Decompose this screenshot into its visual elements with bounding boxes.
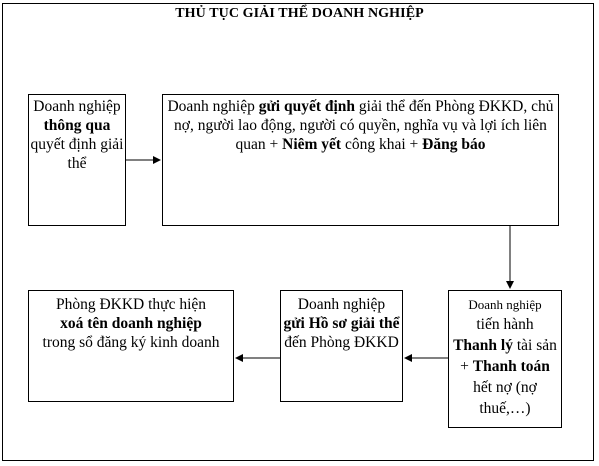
step2-text-mid: giải thể đến Phòng ĐKKD, chủ nợ, người lao động, người có quyền, nghĩa vụ và lợi ích liên quan + — [174, 98, 554, 153]
step4-text-pre: Doanh nghiệp — [297, 296, 386, 313]
step3-text-post: hết nợ (nợ thuế,…) — [473, 379, 537, 417]
step5-text-bold: xoá tên doanh nghiệp — [60, 315, 202, 332]
step-submit-dossier — [280, 290, 403, 402]
step3-text-mid: tài sản + — [460, 337, 557, 375]
step3-text-bold2: Thanh toán — [472, 358, 550, 375]
step2-text-mid2: công khai + — [344, 136, 419, 153]
step5-text-pre: Phòng ĐKKD thực hiện — [55, 296, 207, 313]
step3-text-bold1: Thanh lý — [453, 337, 513, 354]
step1-text-bold: thông qua — [43, 117, 111, 134]
step3-text-line2: tiến hành — [476, 316, 534, 333]
step-approve-decision — [28, 94, 126, 226]
step2-text-bold3: Đăng báo — [422, 136, 486, 153]
diagram-title: THỦ TỤC GIẢI THỂ DOANH NGHIỆP — [175, 6, 424, 21]
step1-text-post: quyết định giải thể — [30, 136, 124, 172]
step-send-decision — [162, 94, 559, 226]
step-liquidation — [448, 290, 562, 428]
step4-text-post: đến Phòng ĐKKD — [284, 334, 399, 351]
step2-text-pre: Doanh nghiệp — [167, 98, 255, 115]
step2-text-bold2: Niêm yết — [282, 136, 342, 153]
step4-text-bold: gửi Hồ sơ giải thể — [283, 315, 400, 332]
step3-text-line1: Doanh nghiệp — [468, 297, 542, 312]
step5-text-post: trong sổ đăng ký kinh doanh — [42, 334, 220, 351]
step2-text-bold1: gửi quyết định — [258, 98, 356, 115]
step1-text-pre: Doanh nghiệp — [33, 98, 121, 115]
step-remove-name — [28, 290, 234, 402]
